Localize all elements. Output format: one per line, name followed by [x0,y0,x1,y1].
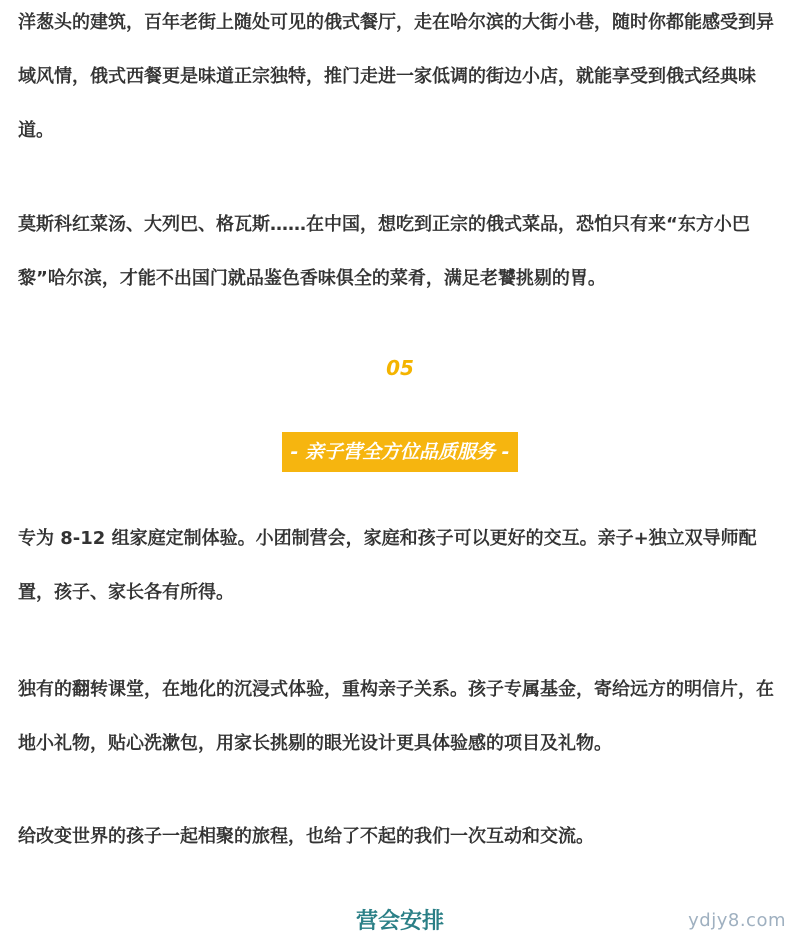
site-watermark: ydjy8.com [688,910,786,931]
paragraph-family-customization: 专为 8-12 组家庭定制体验。小团制营会，家庭和孩子可以更好的交互。亲子+独立双导师配置，孩子、家长各有所得。 [18,528,757,603]
camp-schedule-heading: 营会安排 [355,909,444,934]
paragraph-closing: 给改变世界的孩子一起相聚的旅程，也给了不起的我们一次互动和交流。 [18,826,594,847]
section-banner: - 亲子营全方位品质服务 - [282,432,517,472]
section-number: 05 [386,356,414,380]
paragraph-russian-architecture: 洋葱头的建筑，百年老街上随处可见的俄式餐厅，走在哈尔滨的大街小巷，随时你都能感受到异域风情，俄式西餐更是味道正宗独特，推门走进一家低调的街边小店，就能享受到俄式经典味道。 [18,12,774,141]
section-banner-wrap [18,432,782,472]
paragraph-russian-cuisine: 莫斯科红菜汤、大列巴、格瓦斯……在中国，想吃到正宗的俄式菜品，恐怕只有来“东方小巴黎”哈尔滨，才能不出国门就品鉴色香味俱全的菜肴，满足老饕挑剔的胃。 [18,214,750,289]
paragraph-flipped-classroom: 独有的翻转课堂，在地化的沉浸式体验，重构亲子关系。孩子专属基金，寄给远方的明信片，在地小礼物，贴心洗漱包，用家长挑剔的眼光设计更具体验感的项目及礼物。 [18,679,774,754]
